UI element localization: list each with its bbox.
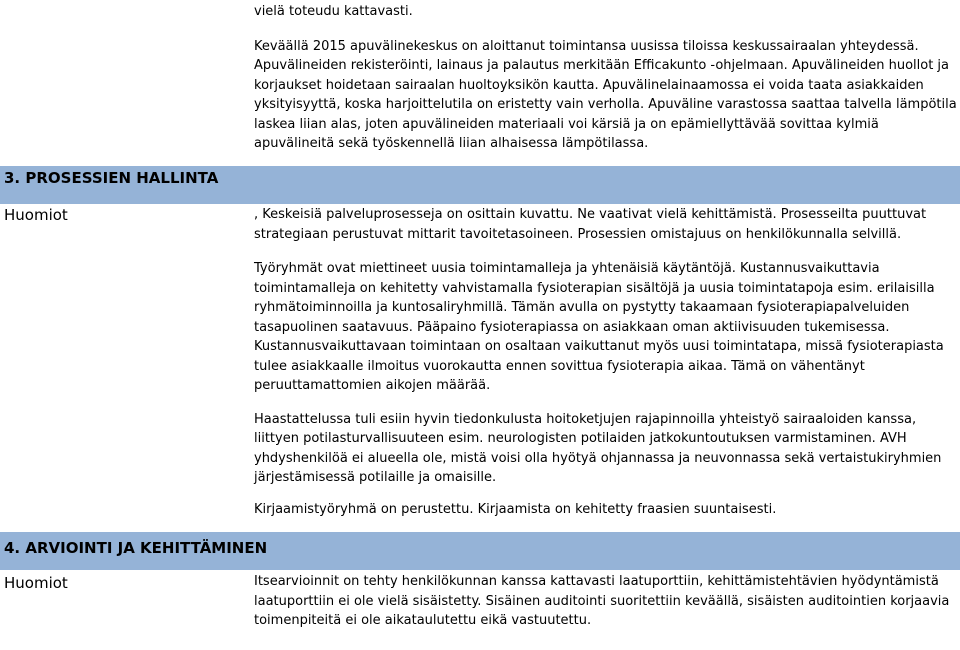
section3-title: 3. PROSESSIEN HALLINTA xyxy=(4,169,219,187)
section3-paragraph-2: Työryhmät ovat miettineet uusia toimintamalleja ja yhtenäisiä käytäntöjä. Kustannusvaikuttavia toimintamalleja on kehitetty vahvistamalla fysioterapian sisältöjä ja uusia toimintatapoja esim. erilaisilla ryhmätoiminnoilla ja kuntosaliryhmillä. Tämän avulla on pystytty takaamaan fysioterapiapalveluiden tasapuolinen saatavuus. Pääpaino fysioterapiassa on asiakkaan oman aktiivisuuden tukemisessa. Kustannusvaikuttavaan toimintaan on osaltaan vaikuttanut myös uusi toimintatapa, missä fysioterapiasta tulee asiakkaalle ilmoitus vuorokautta ennen sovittua fysioterapia aikaa. Tämä on vähentänyt peruuttamattomien aikojen määrää. xyxy=(254,261,944,393)
section3-paragraph-3: Haastattelussa tuli esiin hyvin tiedonkulusta hoitoketjujen rajapinnoilla yhteistyö sairaaloiden kanssa, liittyen potilasturvallisuuteen esim. neurologisten potilaiden jatkokuntoutuksen varmistaminen. AVH yhdyshenkilöä ei alueella ole, mistä voisi olla hyötyä ohjannassa ja neuvonnassa sekä vertaistukiryhmien järjestämisessä potilaille ja omaisille. xyxy=(254,411,942,485)
section3-paragraph-4: Kirjaamistyöryhmä on perustettu. Kirjaamista on kehitetty fraasien suuntaisesti. xyxy=(254,501,777,517)
top-line: vielä toteudu kattavasti. xyxy=(254,4,413,19)
section4-content xyxy=(254,572,958,631)
section4-label: Huomiot xyxy=(4,574,68,592)
section4-title: 4. ARVIOINTI JA KEHITTÄMINEN xyxy=(4,539,268,557)
top-paragraph: Keväällä 2015 apuvälinekeskus on aloittanut toimintansa uusissa tiloissa keskussairaalan yhteydessä. Apuvälineiden rekisteröinti, lainaus ja palautus merkitään Efficakunto -ohjelmaan. Apuvälineiden huollot ja korjaukset hoidetaan sairaalan huoltoyksikön kautta. Apuvälinelainaamossa ei voida taata asiakkaiden yksityisyyttä, koska harjoittelutila on eristetty vain verholla. Apuväline varastossa saattaa talvella lämpötila laskea liian alas, joten apuvälineiden materiaali voi kärsiä ja on epämiellyttävää sovittaa kylmiä apuvälineitä sekä työskennellä liian alhaisessa lämpötilassa. xyxy=(254,38,957,151)
section3-content xyxy=(254,205,958,519)
section3-label: Huomiot xyxy=(4,206,68,224)
top-section xyxy=(254,0,958,154)
section3-paragraph-1: , Keskeisiä palveluprosesseja on osittain kuvattu. Ne vaativat vielä kehittämistä. Prosesseilta puuttuvat strategiaan perustuvat mittarit tavoitetasoineen. Prosessien omistajuus on henkilökunnalla selvillä. xyxy=(254,207,927,242)
section4-paragraph-1: Itsearvioinnit on tehty henkilökunnan kanssa kattavasti laatuporttiin, kehittämistehtävien hyödyntämistä laatuporttiin ei ole vielä sisäistetty. Sisäinen auditointi suoritettiin keväällä, sisäisten auditointien korjaavia toimenpiteitä ei ole aikataulutettu eikä vastuutettu. xyxy=(254,574,950,628)
